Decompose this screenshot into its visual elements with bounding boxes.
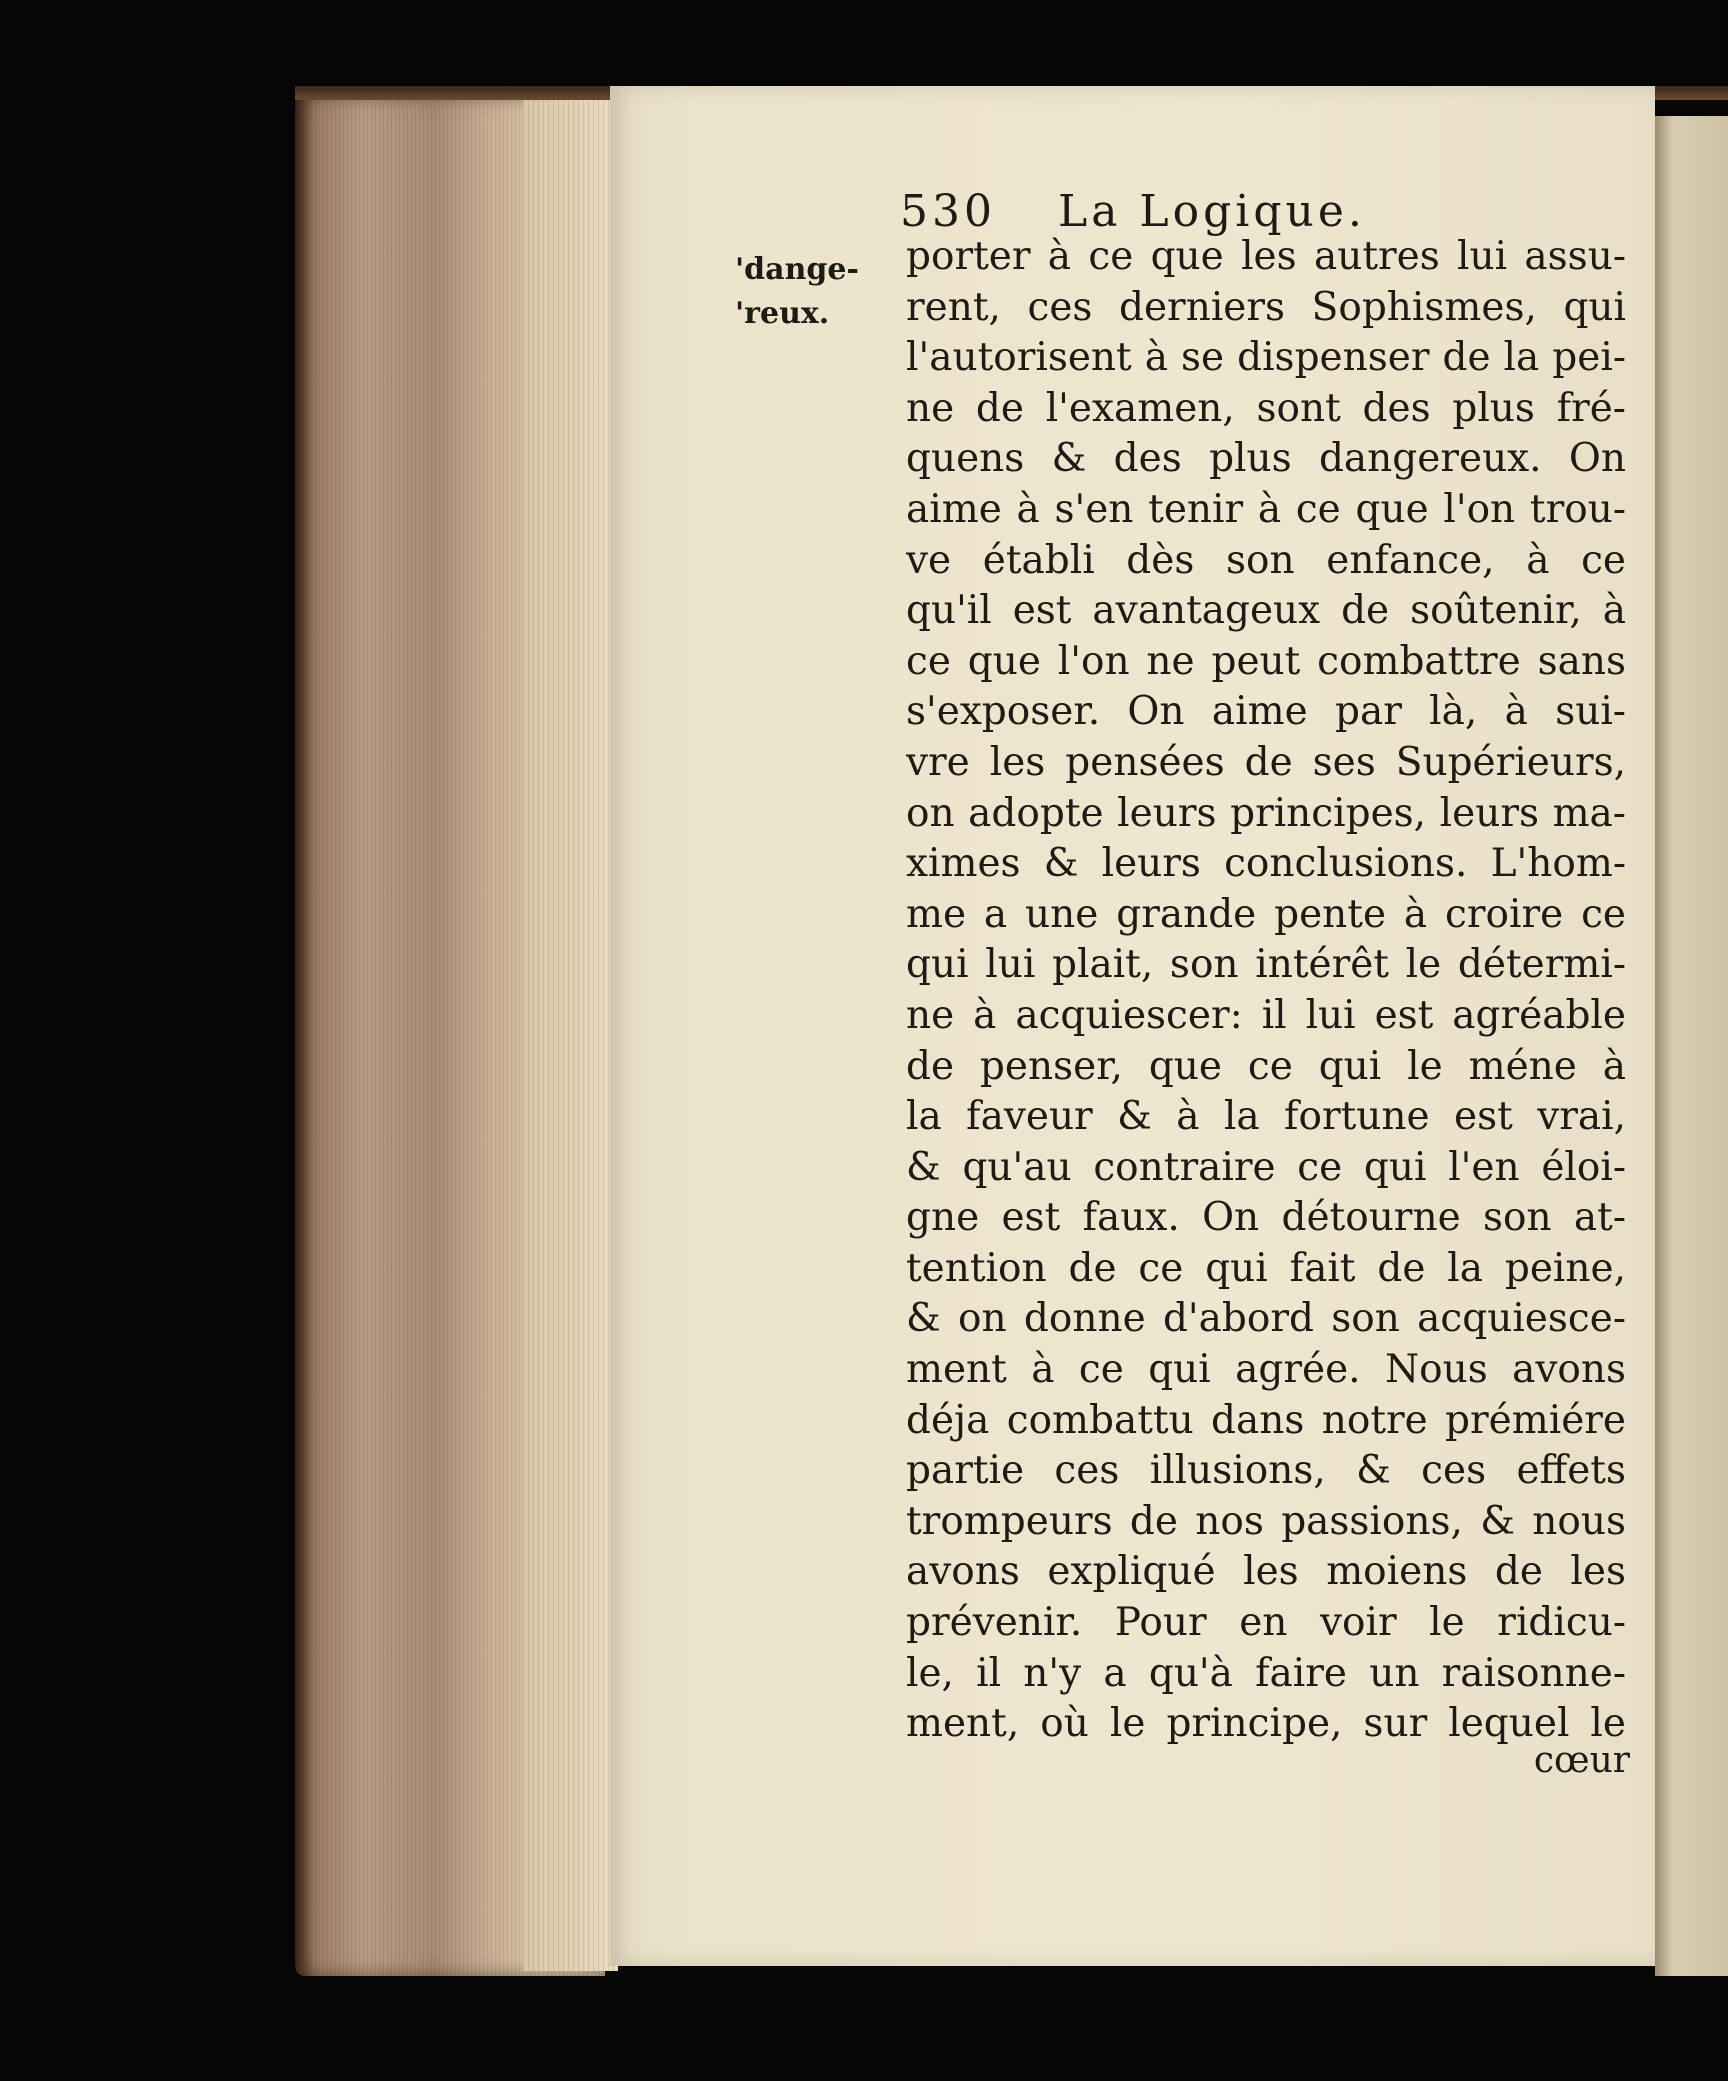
text-line: me a une grande pente à croire ce: [906, 891, 1626, 937]
text-line: qui lui plait, son intérêt le détermi-: [906, 942, 1626, 988]
text-line: le, il n'y a qu'à faire un raisonne-: [906, 1650, 1626, 1696]
text-line: ximes & leurs conclusions. L'hom-: [906, 841, 1626, 887]
text-line: porter à ce que les autres lui assu-: [906, 234, 1626, 279]
margin-note: [735, 248, 865, 336]
running-title: La Logique.: [1057, 186, 1366, 237]
text-line: avons expliqué les moiens de les: [906, 1549, 1626, 1595]
text-line: de penser, que ce qui le méne à: [906, 1043, 1626, 1089]
text-line: ne à acquiescer: il lui est agréable: [906, 992, 1626, 1038]
text-line: s'exposer. On aime par là, à sui-: [906, 689, 1626, 735]
text-line: trompeurs de nos passions, & nous: [906, 1498, 1626, 1544]
page-number: 530: [900, 186, 996, 237]
running-head: [900, 186, 1500, 237]
text-line: gne est faux. On détourne son at-: [906, 1195, 1626, 1241]
text-line: ment, où le principe, sur lequel le: [906, 1701, 1626, 1747]
margin-note-line: 'dange-: [735, 252, 859, 287]
text-line: qu'il est avantageux de soûtenir, à: [906, 588, 1626, 634]
page-stack-edge: [523, 86, 618, 1971]
text-line: quens & des plus dangereux. On: [906, 436, 1626, 482]
text-line: partie ces illusions, & ces effets: [906, 1448, 1626, 1494]
text-line: déja combattu dans notre prémiére: [906, 1397, 1626, 1443]
text-line: & qu'au contraire ce qui l'en éloi-: [906, 1144, 1626, 1190]
text-line: ce que l'on ne peut combattre sans: [906, 638, 1626, 684]
text-line: la faveur & à la fortune est vrai,: [906, 1094, 1626, 1140]
text-line: & on donne d'abord son acquiesce-: [906, 1296, 1626, 1342]
text-line: prévenir. Pour en voir le ridicu-: [906, 1600, 1626, 1646]
body-text: [906, 232, 1626, 1750]
text-line: vre les pensées de ses Supérieurs,: [906, 739, 1626, 785]
text-line: ne de l'examen, sont des plus fré-: [906, 385, 1626, 431]
text-line: l'autorisent à se dispenser de la pei-: [906, 335, 1626, 381]
text-line: rent, ces derniers Sophismes, qui: [906, 284, 1626, 330]
adjacent-page-edge: [1655, 116, 1728, 1976]
catchword: cœur: [1533, 1740, 1630, 1781]
text-line: on adopte leurs principes, leurs ma-: [906, 790, 1626, 836]
text-line: ment à ce qui agrée. Nous avons: [906, 1347, 1626, 1393]
text-line: aime à s'en tenir à ce que l'on trou-: [906, 486, 1626, 532]
text-line: ve établi dès son enfance, à ce: [906, 537, 1626, 583]
margin-note-line: 'reux.: [735, 296, 830, 331]
text-line: tention de ce qui fait de la peine,: [906, 1245, 1626, 1291]
